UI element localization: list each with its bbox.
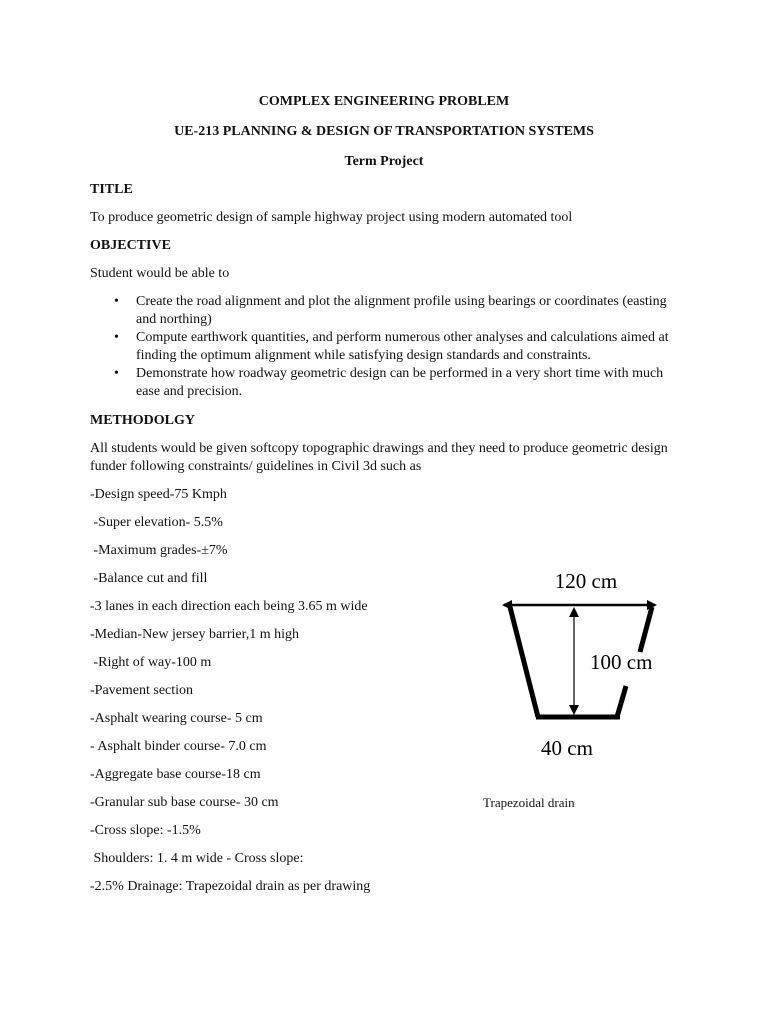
objective-intro: Student would be able to (90, 266, 230, 281)
bullet-icon: • (114, 366, 119, 381)
methodology-heading: METHODOLGY (90, 413, 196, 428)
constraint-item: -Asphalt wearing course- 5 cm (90, 711, 263, 726)
bullet-icon: • (114, 330, 119, 345)
bottom-width-label: 40 cm (541, 736, 593, 760)
drain-left-wall (510, 607, 538, 717)
title-heading: TITLE (90, 182, 133, 197)
drain-caption: Trapezoidal drain (483, 795, 575, 810)
constraint-item: -Maximum grades-±7% (90, 543, 228, 558)
methodology-intro: All students would be given softcopy topographic drawings and they need to produce geometric design funder following constraints/ guidelines in Civil 3d such as (90, 441, 668, 474)
height-label: 100 cm (590, 650, 653, 674)
constraint-item: -Right of way-100 m (90, 655, 212, 670)
list-item (114, 365, 674, 401)
constraint-item: -Aggregate base course-18 cm (90, 767, 261, 782)
doc-header-line2: UE-213 PLANNING & DESIGN OF TRANSPORTATION SYSTEMS (174, 124, 594, 139)
objective-heading: OBJECTIVE (90, 238, 171, 253)
list-item (114, 329, 674, 365)
constraint-item: -Median-New jersey barrier,1 m high (90, 627, 299, 642)
constraint-item: -Super elevation- 5.5% (90, 515, 223, 530)
drain-right-wall-lower (617, 686, 626, 717)
constraint-item: -2.5% Drainage: Trapezoidal drain as per drawing (90, 879, 371, 894)
constraint-item: Shoulders: 1. 4 m wide - Cross slope: (90, 851, 304, 866)
doc-header-line3: Term Project (344, 154, 424, 169)
constraint-item: - Asphalt binder course- 7.0 cm (90, 739, 267, 754)
objective-bullet-list (114, 293, 674, 401)
constraint-item: -Cross slope: -1.5% (90, 823, 201, 838)
top-width-label: 120 cm (554, 569, 618, 593)
bullet-text: Compute earthwork quantities, and perform numerous other analyses and calculations aimed at finding the optimum alignment while satisfying design standards and constraints. (136, 330, 669, 363)
doc-header-line1: COMPLEX ENGINEERING PROBLEM (258, 94, 510, 109)
title-text: To produce geometric design of sample highway project using modern automated tool (90, 210, 573, 225)
bullet-icon: • (114, 294, 119, 309)
constraint-item: -3 lanes in each direction each being 3.65 m wide (90, 599, 368, 614)
constraint-item: -Granular sub base course- 30 cm (90, 795, 279, 810)
constraint-item: -Balance cut and fill (90, 571, 208, 586)
constraint-item: -Pavement section (90, 683, 194, 698)
bullet-text: Demonstrate how roadway geometric design can be performed in a very short time with much ease and precision. (136, 366, 664, 399)
constraint-item: -Design speed-75 Kmph (90, 487, 227, 502)
list-item (114, 293, 674, 329)
drain-right-wall-upper (640, 607, 652, 652)
bullet-text: Create the road alignment and plot the alignment profile using bearings or coordinates (easting and northing) (136, 294, 667, 327)
trapezoidal-drain-drawing (480, 562, 680, 767)
